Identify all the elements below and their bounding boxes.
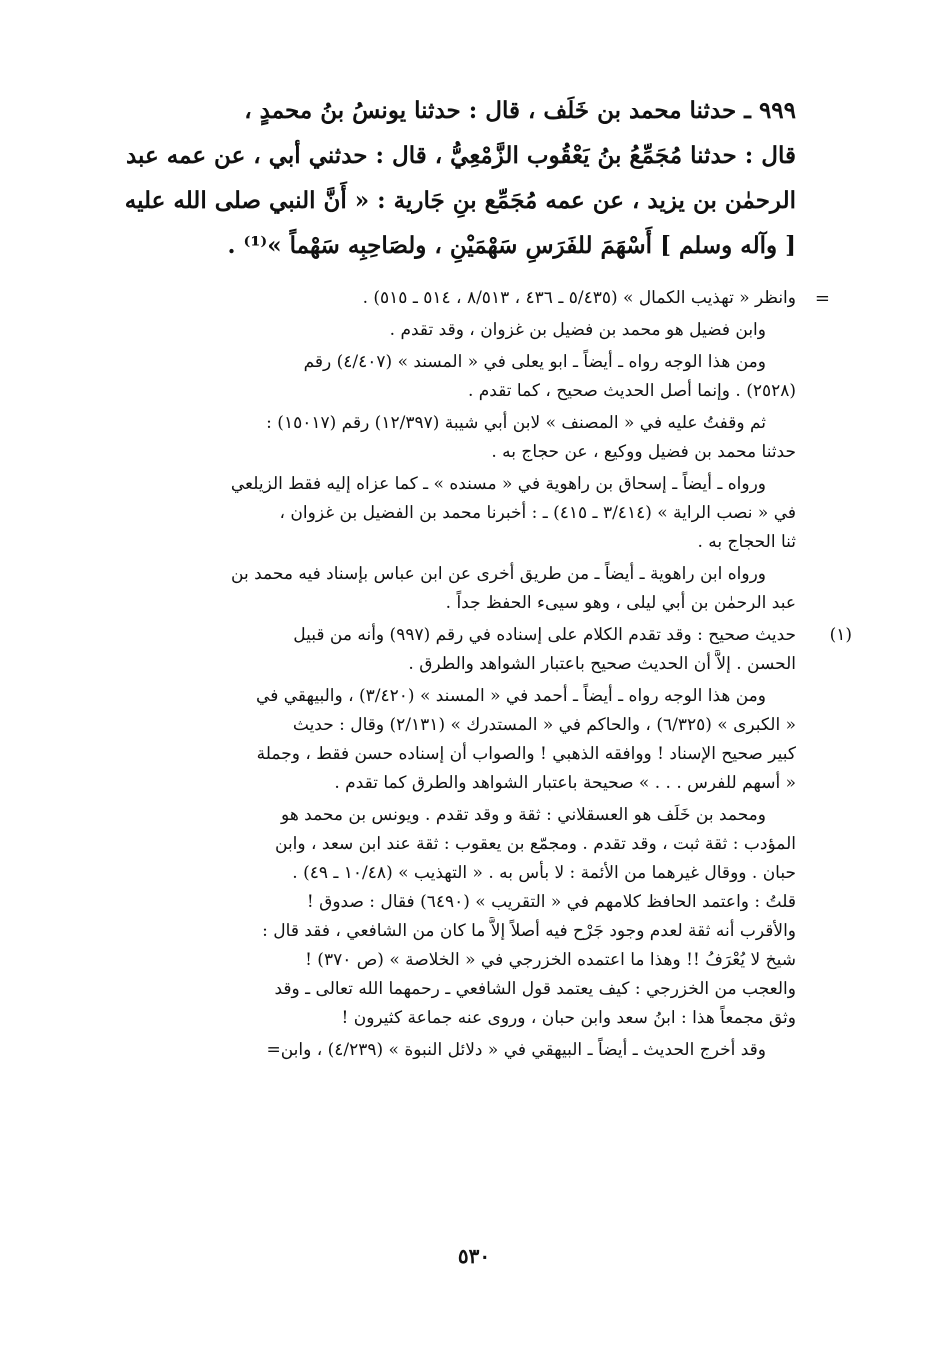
footnote-line: حدثنا محمد بن فضيل ووكيع ، عن حجاج به .	[491, 442, 796, 462]
footnote-paragraph	[86, 316, 796, 345]
footnote-line: المؤدب : ثقة ثبت ، وقد تقدم . ومجمّع بن يعقوب : ثقة عند ابن سعد ، وابن	[275, 834, 796, 854]
footnotes	[86, 284, 852, 1068]
footnote-line: « الكبرى » (٦/٣٢٥) ، والحاكم في « المستدرك » (٢/١٣١) وقال : حديث	[292, 715, 796, 735]
continuation-mark: =	[814, 288, 830, 309]
footnote-paragraph	[86, 470, 796, 557]
footnote-line: والأقرب أنه ثقة لعدم وجود جَرْح فيه أصلاً إلاَّ ما كان من الشافعي ، فقد قال :	[262, 921, 796, 941]
footnote-line: حديث صحيح : وقد تقدم الكلام على إسناده في رقم (٩٩٧) وأنه من قبيل	[293, 625, 796, 645]
hadith-text	[88, 88, 796, 268]
footnote-paragraph	[86, 560, 796, 618]
footnote-line: قلتُ : واعتمد الحافظ كلامهم في « التقريب » (٦٤٩٠) فقال : صدوق !	[306, 892, 796, 912]
footnote-line: شيخ لا يُعْرَفُ !! وهذا ما اعتمده الخزرجي في « الخلاصة » (ص ٣٧٠) !	[305, 950, 796, 970]
hadith-line: ٩٩٩ ـ حدثنا محمد بن خَلَف ، قال : حدثنا يونسُ بنُ محمدٍ ،	[244, 97, 796, 124]
footnote-paragraph	[86, 348, 796, 406]
footnote-line: حبان . ووقال غيرهما من الأئمة : لا بأس به . « التهذيب » (١٠/٤٨ ـ ٤٩) .	[292, 863, 796, 883]
hadith-line: قال : حدثنا مُجَمِّعُ بنُ يَعْقُوب الزَّمْعِيُّ ، قال : حدثني أبي ، عن عمه عبد	[125, 142, 796, 169]
footnote-line: ورواه ابن راهوية ـ أيضاً ـ من طريق أخرى عن ابن عباس بإسناد فيه محمد بن	[231, 564, 766, 584]
footnote-paragraph	[86, 682, 796, 798]
footnote-line: وانظر « تهذيب الكمال » (٥/٤٣٥ ـ ٤٣٦ ، ٨/٥١٣ ، ٥١٤ ـ ٥١٥) .	[362, 288, 796, 308]
footnote-line: ثنا الحجاج به .	[697, 532, 796, 552]
footnote-line: الحسن . إلاَّ أن الحديث صحيح باعتبار الشواهد والطرق .	[408, 654, 796, 674]
footnote-line: عبد الرحمٰن بن أبي ليلى ، وهو سيىء الحفظ جداً .	[445, 593, 796, 613]
footnote-line: كبير صحيح الإسناد ! ووافقه الذهبي ! والصواب أن إسناده حسن فقط ، وجملة	[256, 744, 796, 764]
hadith-line: [ وآله وسلم ] أَسْهَمَ للفَرَسِ سَهْمَيْنِ ، ولصَاحِبِه سَهْماً »⁽¹⁾ .	[227, 232, 796, 259]
footnote-line: وقد أخرج الحديث ـ أيضاً ـ البيهقي في « دلائل النبوة » (٤/٢٣٩) ، وابن=	[266, 1040, 766, 1060]
footnote-line: وثق مجمعاً هذا : ابنُ سعد وابن حبان ، وروى عنه جماعة كثيرون !	[341, 1008, 796, 1028]
footnote-paragraph	[86, 284, 830, 313]
footnote-line: ومن هذا الوجه رواه ـ أيضاً ـ ابو يعلى في « المسند » (٤/٤٠٧) رقم	[303, 352, 766, 372]
footnote-line: ثم وقفتُ عليه في « المصنف » لابن أبي شيبة (١٢/٣٩٧) رقم (١٥٠١٧) :	[266, 413, 766, 433]
footnote-line: (٢٥٢٨) . وإنما أصل الحديث صحيح ، كما تقدم .	[467, 381, 796, 401]
footnote-paragraph	[86, 409, 796, 467]
page-number: ٥٣٠	[457, 1244, 491, 1268]
footnote-number: (١)	[829, 625, 852, 645]
footnote-line: ومحمد بن خَلَف هو العسقلاني : ثقة و وقد تقدم . ويونس بن محمد هو	[281, 805, 766, 825]
footnote-1	[86, 621, 852, 679]
footnote-line: والعجب من الخزرجي : كيف يعتمد قول الشافعي ـ رحمهما الله تعالى ـ وقد	[274, 979, 796, 999]
footnote-line: ومن هذا الوجه رواه ـ أيضاً ـ أحمد في « المسند » (٣/٤٢٠) ، والبيهقي في	[256, 686, 766, 706]
footnote-paragraph	[86, 1036, 796, 1065]
footnote-line: في « نصب الراية » (٣/٤١٤ ـ ٤١٥) ـ : أخبرنا محمد بن الفضيل بن غزوان ،	[279, 503, 796, 523]
hadith-line: الرحمٰن بن يزيد ، عن عمه مُجَمِّع بنِ جَارية : « أَنَّ النبي صلى الله عليه	[124, 187, 796, 214]
footnote-line: « أسهم للفرس . . . » صحيحة باعتبار الشواهد والطرق كما تقدم .	[334, 773, 796, 793]
footnote-line: ورواه ـ أيضاً ـ إسحاق بن راهوية في « مسنده » ـ كما عزاه إليه فقط الزيلعي	[230, 474, 766, 494]
footnote-paragraph	[86, 801, 796, 1033]
footnote-line: وابن فضيل هو محمد بن فضيل بن غزوان ، وقد تقدم .	[389, 320, 766, 340]
